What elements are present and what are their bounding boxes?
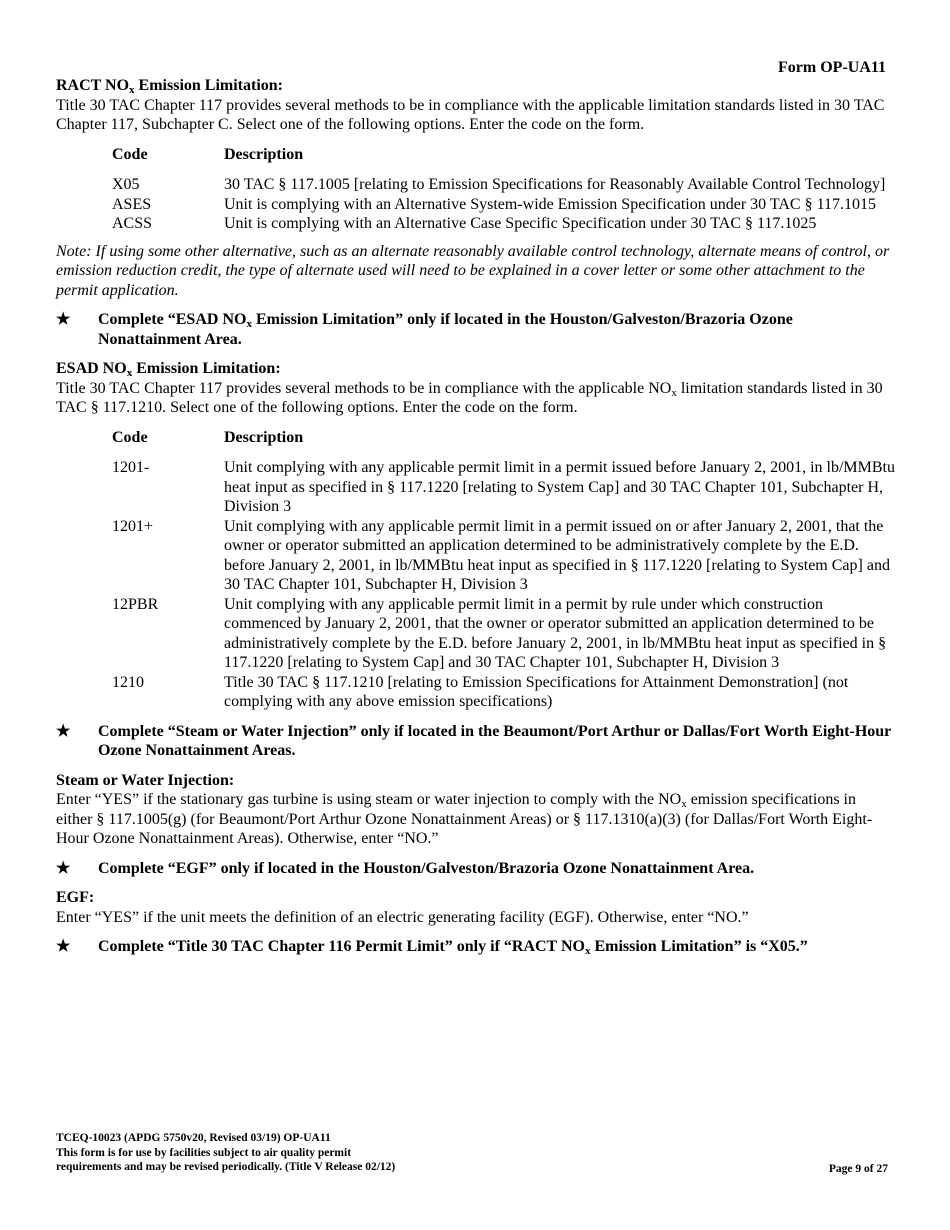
table-row bbox=[112, 214, 902, 234]
form-id: Form OP-UA11 bbox=[778, 59, 886, 76]
ract-col-desc: Description bbox=[224, 145, 304, 163]
footer-line-2: This form is for use by facilities subject to air quality permit bbox=[56, 1146, 352, 1159]
esad-intro: Title 30 TAC Chapter 117 provides several methods to be in compliance with the applicable $NO_x$ limitation standards listed in 30 TAC § 117.1210. Select one of the following options. Enter the code on the form. bbox=[56, 379, 883, 416]
table-row bbox=[112, 458, 902, 517]
steam-heading: Steam or Water Injection: bbox=[56, 771, 235, 789]
esad-code-table bbox=[112, 428, 902, 712]
star-icon: ★ bbox=[56, 859, 71, 877]
esad-col-desc: Description bbox=[224, 428, 304, 446]
table-row bbox=[112, 595, 902, 673]
instruction-esad: ★ Complete “ESAD $NO_x$ Emission Limitation” only if located in the Houston/Galveston/Brazoria Ozone Nonattainment Area. bbox=[56, 311, 793, 348]
row-desc: Unit is complying with an Alternative Case Specific Specification under 30 TAC § 117.1025 bbox=[224, 215, 817, 232]
star-icon: ★ bbox=[56, 722, 71, 740]
table-row bbox=[112, 517, 902, 595]
table-row bbox=[112, 175, 902, 195]
row-code: X05 bbox=[112, 176, 140, 193]
row-desc: Unit is complying with an Alternative System-wide Emission Specification under 30 TAC § 117.1015 bbox=[224, 195, 876, 213]
row-code: 12PBR bbox=[112, 595, 159, 613]
row-code: 1201+ bbox=[112, 517, 154, 535]
table-row bbox=[112, 673, 902, 712]
footer-line-3: requirements and may be revised periodically. (Title V Release 02/12) bbox=[56, 1161, 396, 1173]
page-number: Page 9 of 27 bbox=[828, 1163, 888, 1175]
row-desc: Unit complying with any applicable permit limit in a permit by rule under which construction commenced by January 2, 2001, that the owner or operator submitted an application determined to be administratively complete by the E.D. before January 2, 2001, in lb/MMBtu heat input as specified in § 117.1220 [relating to System Cap] and 30 TAC Chapter 101, Subchapter H, Division 3 bbox=[224, 595, 887, 671]
row-code: ACSS bbox=[112, 215, 153, 232]
row-desc: Unit complying with any applicable permit limit in a permit issued on or after January 2, 2001, that the owner or operator submitted an application determined to be administratively complete by the E.D. before January 2, 2001, in lb/MMBtu heat input as specified in § 117.1220 [relating to System Cap] and 30 TAC Chapter 101, Subchapter H, Division 3 bbox=[224, 517, 890, 593]
row-desc: Unit complying with any applicable permit limit in a permit issued before January 2, 2001, in lb/MMBtu heat input as specified in § 117.1220 [relating to System Cap] and 30 TAC Chapter 101, Subchapter H, Division 3 bbox=[224, 459, 895, 515]
ract-note: Note: If using some other alternative, such as an alternate reasonably available control technology, alternate means of control, or emission reduction credit, the type of alternate used will need to be explained in a cover letter or some other attachment to the permit application. bbox=[56, 242, 890, 299]
ract-col-code: Code bbox=[112, 145, 148, 163]
ract-code-table bbox=[112, 145, 902, 234]
instruction-permit-limit: ★ Complete “Title 30 TAC Chapter 116 Permit Limit” only if “RACT $NO_x$ Emission Limitation” is “X05.” bbox=[56, 938, 808, 957]
steam-text: Enter “YES” if the stationary gas turbine is using steam or water injection to comply with the $NO_x$ emission specifications in either § 117.1005(g) (for Beaumont/Port Arthur Ozone Nonattainment Areas) or § 117.1310(a)(3) (for Dallas/Fort Worth Eight-Hour Ozone Nonattainment Areas). Otherwise, enter “NO.” bbox=[56, 791, 873, 847]
esad-heading: ESAD $NO_x$ Emission Limitation: bbox=[56, 360, 281, 379]
table-row bbox=[112, 195, 902, 215]
row-code: ASES bbox=[112, 195, 152, 213]
footer-line-1: TCEQ-10023 (APDG 5750v20, Revised 03/19) OP-UA11 bbox=[56, 1132, 331, 1144]
egf-text: Enter “YES” if the unit meets the definition of an electric generating facility (EGF). Otherwise, enter “NO.” bbox=[56, 908, 749, 926]
row-code: 1210 bbox=[112, 673, 144, 691]
footer bbox=[56, 1131, 395, 1175]
instruction-steam: ★ Complete “Steam or Water Injection” only if located in the Beaumont/Port Arthur or Dallas/Fort Worth Eight-Hour Ozone Nonattainment Areas. bbox=[56, 722, 891, 759]
row-desc: Title 30 TAC § 117.1210 [relating to Emission Specifications for Attainment Demonstration] (not complying with any above emission specifications) bbox=[224, 673, 849, 710]
row-desc: 30 TAC § 117.1005 [relating to Emission Specifications for Reasonably Available Control Technology] bbox=[224, 176, 886, 193]
instruction-egf: ★ Complete “EGF” only if located in the Houston/Galveston/Brazoria Ozone Nonattainment Area. bbox=[56, 859, 755, 877]
row-code: 1201- bbox=[112, 459, 150, 476]
star-icon: ★ bbox=[56, 311, 71, 328]
star-icon: ★ bbox=[56, 938, 71, 955]
ract-intro: Title 30 TAC Chapter 117 provides several methods to be in compliance with the applicable limitation standards listed in 30 TAC Chapter 117, Subchapter C. Select one of the following options. Enter the code on the form. bbox=[56, 96, 885, 133]
page-body bbox=[56, 56, 896, 957]
egf-heading: EGF: bbox=[56, 889, 95, 906]
ract-heading: RACT $NO_x$ Emission Limitation: bbox=[56, 77, 284, 96]
esad-col-code: Code bbox=[112, 428, 148, 446]
